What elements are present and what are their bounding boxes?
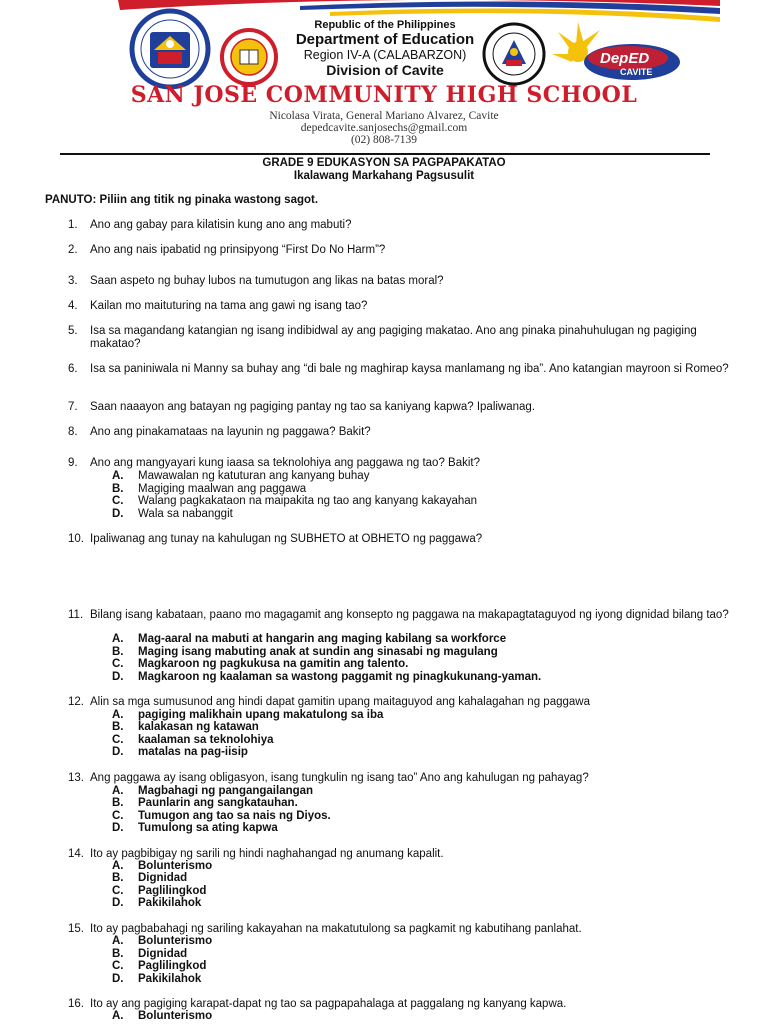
question-4: 4. Kailan mo maituturing na tama ang gawi ng isang tao? [68, 300, 368, 312]
deped-logo-subtext: CAVITE [620, 67, 653, 77]
q11-option-a[interactable]: A. Mag-aaral na mabuti at hangarin ang maging kabilang sa workforce [112, 633, 507, 645]
republic-text: Republic of the Philippines [314, 19, 456, 31]
exam-instruction: PANUTO: Piliin ang titik ng pinaka wastong sagot. [45, 194, 319, 206]
q11-option-c[interactable]: C. Magkaroon ng pagkukusa na gamitin ang talento. [112, 658, 409, 670]
question-12: 12. Alin sa mga sumusunod ang hindi dapat gamitin upang maitaguyod ang kahalagahan ng paggawa [68, 696, 590, 708]
q11-option-b[interactable]: B. Maging isang mabuting anak at sundin ang sinasabi ng magulang [112, 646, 498, 658]
q15-option-a[interactable]: A. Bolunterismo [112, 935, 213, 947]
school-email: depedcavite.sanjosechs@gmail.com [300, 122, 468, 134]
question-3: 3. Saan aspeto ng buhay lubos na tumutugon ang likas na batas moral? [68, 275, 444, 287]
division-text: Division of Cavite [326, 62, 444, 78]
q16-option-a[interactable]: A. Bolunterismo [112, 1010, 213, 1022]
question-15: 15. Ito ay pagbabahagi ng sariling kakayahan na makatutulong sa pagkamit ng kabutihang panlahat. [68, 923, 582, 935]
region-text: Region IV-A (CALABARZON) [303, 48, 467, 62]
question-9: 9. Ano ang mangyayari kung iaasa sa teknolohiya ang paggawa ng tao? Bakit? [68, 457, 480, 469]
q12-option-a[interactable]: A. pagiging malikhain upang makatulong sa iba [112, 709, 384, 721]
question-16: 16. Ito ay ang pagiging karapat-dapat ng tao sa pagpapahalaga at paggalang ng kanyang kapwa. [68, 998, 567, 1010]
question-10: 10. Ipaliwanag ang tunay na kahulugan ng SUBHETO at OBHETO ng paggawa? [68, 533, 483, 545]
q9-option-c[interactable]: C. Walang pagkakataon na maipakita ng tao ang kanyang kakayahan [112, 495, 478, 507]
school-phone: (02) 808-7139 [350, 134, 418, 146]
exam-title: GRADE 9 EDUKASYON SA PAGPAPAKATAO [262, 157, 506, 169]
deped-seal-icon [120, 8, 220, 90]
question-2: 2. Ano ang nais ipabatid ng prinsipyong “First Do No Harm”? [68, 244, 386, 256]
q14-option-b[interactable]: B. Dignidad [112, 872, 188, 884]
q14-option-d[interactable]: D. Pakikilahok [112, 897, 202, 909]
header-divider [60, 153, 710, 155]
q13-option-c[interactable]: C. Tumugon ang tao sa nais ng Diyos. [112, 810, 331, 822]
exam-subtitle: Ikalawang Markahang Pagsusulit [293, 170, 475, 182]
q14-option-c[interactable]: C. Paglilingkod [112, 885, 207, 897]
question-11: 11. Bilang isang kabataan, paano mo magagamit ang konsepto ng paggawa na makapagtataguyod ng iyong dignidad bilang tao? [68, 609, 729, 621]
q15-option-b[interactable]: B. Dignidad [112, 948, 188, 960]
question-14: 14. Ito ay pagbibigay ng sarili ng hindi naghahangad ng anumang kapalit. [68, 848, 444, 860]
question-13: 13. Ang paggawa ay isang obligasyon, isang tungkulin ng isang tao” Ano ang kahulugan ng pahayag? [68, 772, 589, 784]
q9-option-d[interactable]: D. Wala sa nabanggit [112, 508, 233, 520]
q13-option-b[interactable]: B. Paunlarin ang sangkatauhan. [112, 797, 298, 809]
q9-option-b[interactable]: B. Magiging maalwan ang paggawa [112, 483, 307, 495]
question-1: 1. Ano ang gabay para kilatisin kung ano ang mabuti? [68, 219, 352, 231]
q11-option-d[interactable]: D. Magkaroon ng kaalaman sa wastong paggamit ng pinagkukunang-yaman. [112, 671, 542, 683]
question-6: 6. Isa sa paniniwala ni Manny sa buhay ang “di bale ng maghirap kaysa manlamang ng iba”. Ano katangian mayroon si Romeo? [68, 363, 729, 375]
q15-option-c[interactable]: C. Paglilingkod [112, 960, 207, 972]
department-text: Department of Education [295, 31, 475, 48]
deped-logo-text: DepED [600, 50, 650, 67]
q12-option-c[interactable]: C. kaalaman sa teknolohiya [112, 734, 274, 746]
question-5: 5. Isa sa magandang katangian ng isang indibidwal ay ang pagiging makatao. Ano ang pinaka pinahuhulugan ng pagiging makatao? [68, 325, 697, 350]
school-address: Nicolasa Virata, General Mariano Alvarez, Cavite [269, 110, 499, 122]
q13-option-d[interactable]: D. Tumulong sa ating kapwa [112, 822, 278, 834]
q15-option-d[interactable]: D. Pakikilahok [112, 973, 202, 985]
q9-option-a[interactable]: A. Mawawalan ng katuturan ang kanyang buhay [112, 470, 370, 482]
question-7: 7. Saan naaayon ang batayan ng pagiging pantay ng tao sa kaniyang kapwa? Ipaliwanag. [68, 401, 536, 413]
question-8: 8. Ano ang pinakamataas na layunin ng paggawa? Bakit? [68, 426, 371, 438]
q12-option-d[interactable]: D. matalas na pag-iisip [112, 746, 248, 758]
q13-option-a[interactable]: A. Magbahagi ng pangangailangan [112, 785, 314, 797]
q12-option-b[interactable]: B. kalakasan ng katawan [112, 721, 259, 733]
q14-option-a[interactable]: A. Bolunterismo [112, 860, 213, 872]
school-name: SAN JOSE COMMUNITY HIGH SCHOOL [130, 82, 638, 108]
